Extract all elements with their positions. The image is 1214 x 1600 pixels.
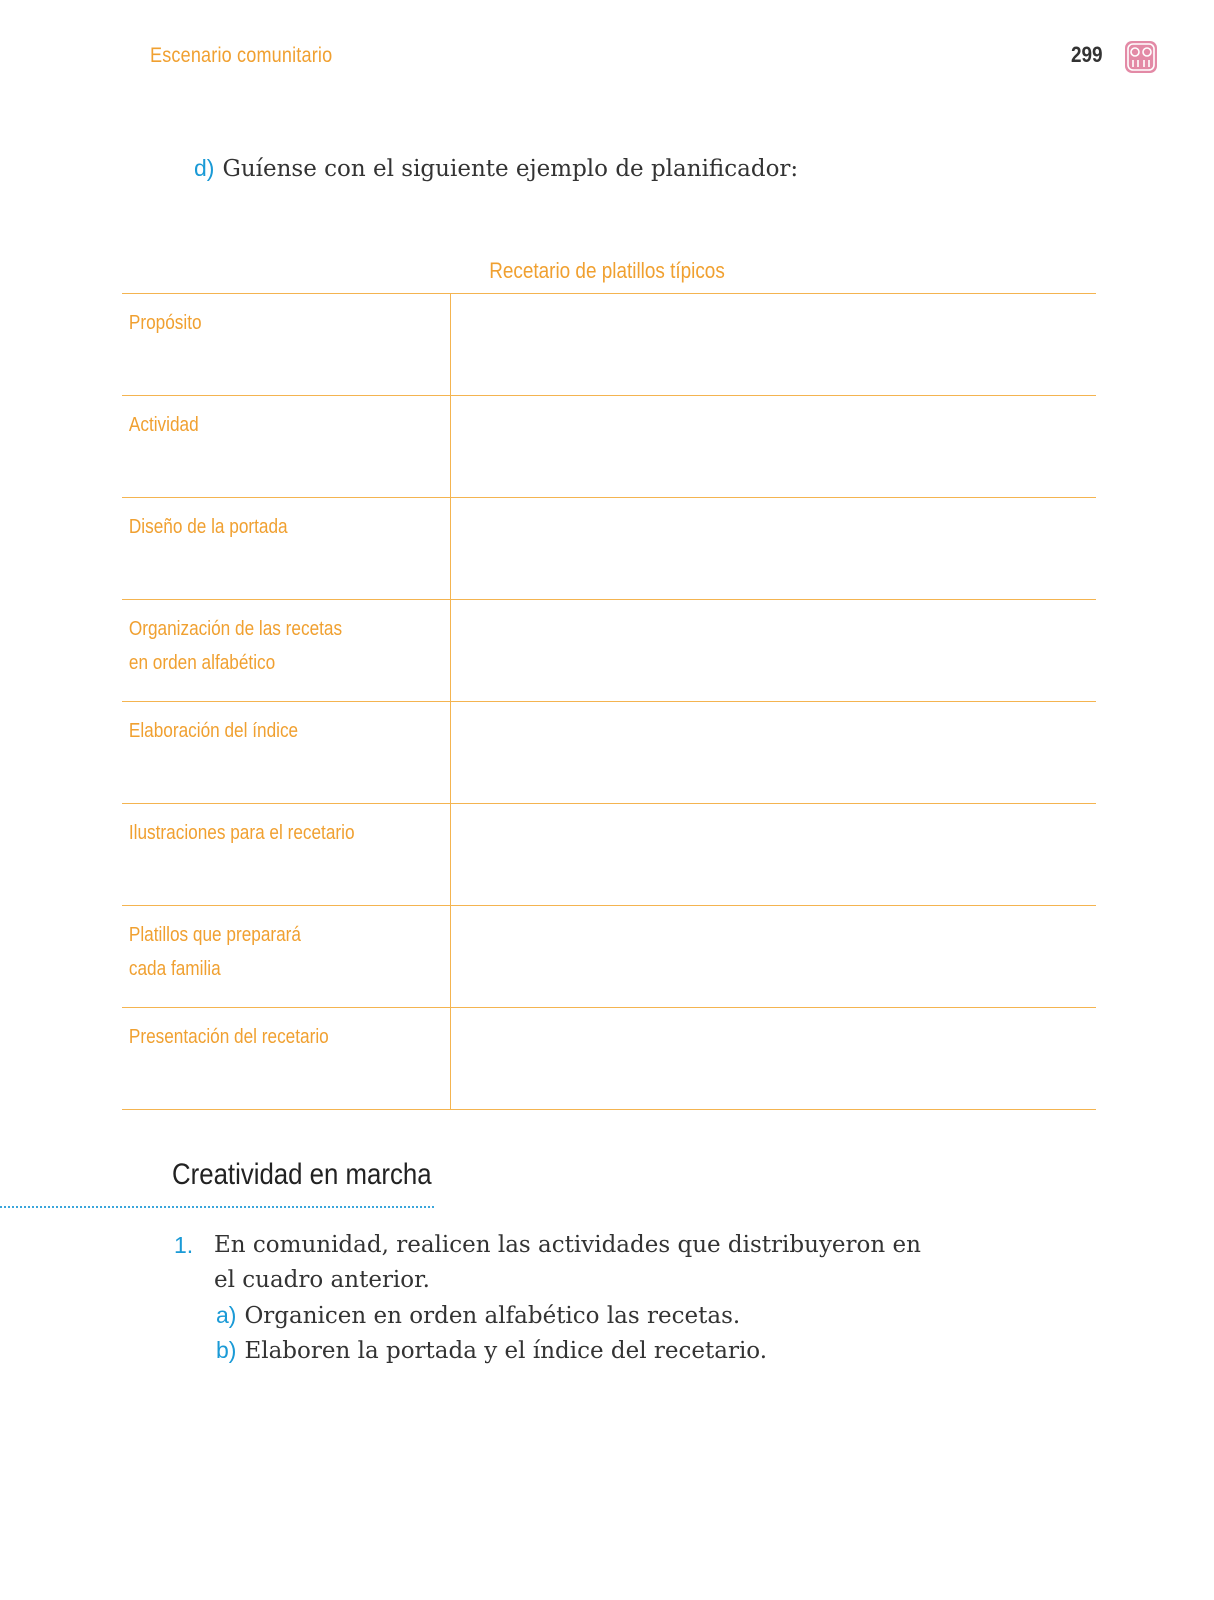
row-label-cell — [122, 396, 451, 498]
row-label: Platillos que preparará cada familia — [128, 924, 301, 980]
instruction-d — [194, 155, 798, 182]
row-label: Actividad — [128, 414, 199, 436]
row-value-cell[interactable] — [451, 294, 1097, 396]
row-value-cell[interactable] — [451, 804, 1097, 906]
glyph-icon — [1124, 40, 1158, 74]
section-heading: Creatividad en marcha — [172, 1158, 432, 1191]
table-row — [122, 600, 1096, 702]
row-label: Elaboración del índice — [128, 720, 299, 742]
row-label-cell — [122, 1008, 451, 1110]
table-row — [122, 906, 1096, 1008]
page-number: 299 — [1071, 42, 1103, 67]
row-value-cell[interactable] — [451, 702, 1097, 804]
row-label-cell — [122, 702, 451, 804]
row-label-cell — [122, 804, 451, 906]
table-row — [122, 702, 1096, 804]
sub-item-letter: b) — [216, 1337, 237, 1363]
row-label: Diseño de la portada — [128, 516, 288, 538]
instruction-letter: d) — [194, 155, 215, 181]
row-label-cell — [122, 294, 451, 396]
row-label-cell — [122, 498, 451, 600]
planner-title: Recetario de platillos típicos — [489, 258, 725, 283]
row-value-cell[interactable] — [451, 1008, 1097, 1110]
item-text: En comunidad, realicen las actividades que distribuyeron en el cuadro anterior. — [214, 1232, 921, 1293]
row-value-cell[interactable] — [451, 396, 1097, 498]
table-row — [122, 396, 1096, 498]
row-label: Ilustraciones para el recetario — [128, 822, 355, 844]
table-row — [122, 804, 1096, 906]
row-label: Propósito — [128, 312, 202, 334]
row-value-cell[interactable] — [451, 906, 1097, 1008]
table-row — [122, 498, 1096, 600]
sub-item-letter: a) — [216, 1302, 237, 1328]
list-item — [174, 1228, 934, 1298]
table-row — [122, 294, 1096, 396]
sub-item-b — [216, 1333, 767, 1369]
row-label: Organización de las recetas en orden alfabético — [128, 618, 343, 674]
row-label: Presentación del recetario — [128, 1026, 329, 1048]
sub-item-text: Elaboren la portada y el índice del recetario. — [244, 1338, 768, 1364]
row-label-cell — [122, 600, 451, 702]
item-number: 1. — [174, 1232, 194, 1258]
section-title: Escenario comunitario — [150, 44, 333, 67]
row-value-cell[interactable] — [451, 498, 1097, 600]
row-value-cell[interactable] — [451, 600, 1097, 702]
planner-table — [122, 293, 1096, 1110]
sub-item-text: Organicen en orden alfabético las recetas. — [244, 1303, 741, 1329]
sub-item-a — [216, 1298, 740, 1334]
instruction-text: Guíense con el siguiente ejemplo de planificador: — [222, 156, 799, 182]
table-row — [122, 1008, 1096, 1110]
row-label-cell — [122, 906, 451, 1008]
dotted-divider — [0, 1206, 434, 1208]
